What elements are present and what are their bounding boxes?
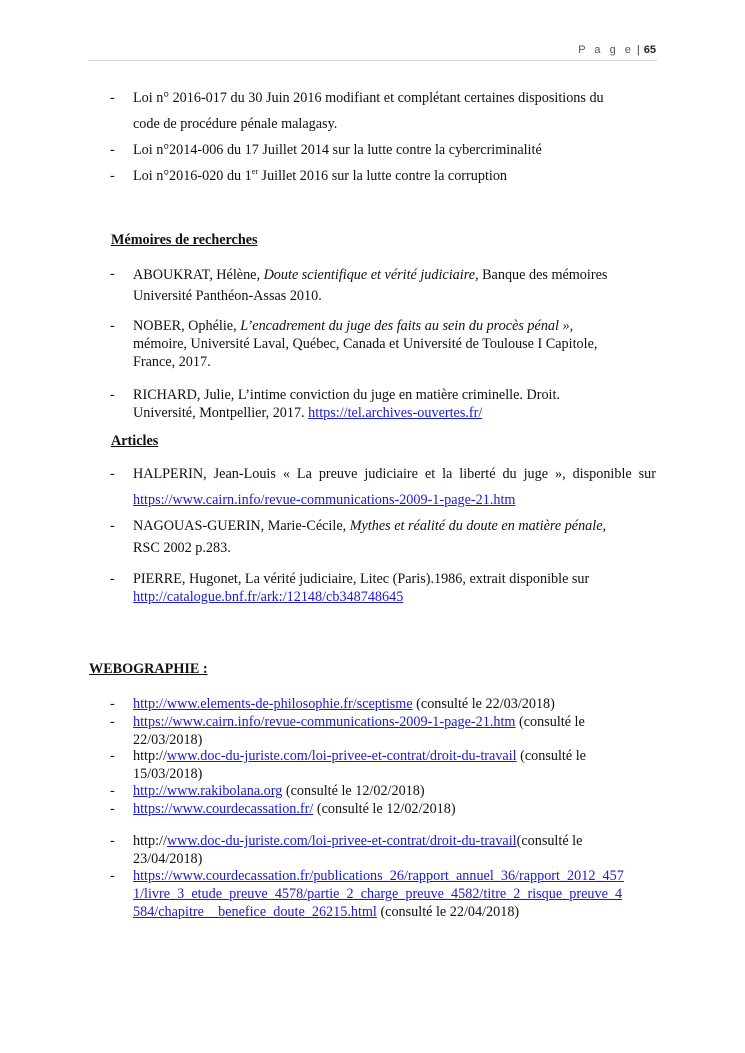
bullet-dash: - xyxy=(110,868,115,884)
page-number: 65 xyxy=(643,44,656,56)
bullet-dash: - xyxy=(110,168,115,184)
web-link[interactable]: 584/chapitre__benefice_doute_26215.html xyxy=(133,904,377,920)
bullet-dash: - xyxy=(110,801,115,817)
bullet-dash: - xyxy=(110,266,115,282)
bullet-dash: - xyxy=(110,387,115,403)
section-heading-webographie: WEBOGRAPHIE : xyxy=(89,661,208,677)
section-heading-articles: Articles xyxy=(111,433,159,449)
web-link[interactable]: www.doc-du-juriste.com/loi-privee-et-contrat/droit-du-travail xyxy=(166,748,517,764)
bullet-dash: - xyxy=(110,142,115,158)
bullet-dash: - xyxy=(110,318,115,334)
web-link[interactable]: https://www.courdecassation.fr/ xyxy=(133,801,314,817)
header-rule xyxy=(88,60,657,61)
web-link[interactable]: https://www.cairn.info/revue-communications-2009-1-page-21.htm xyxy=(133,714,516,730)
reference-link[interactable]: http://catalogue.bnf.fr/ark:/12148/cb348748645 xyxy=(133,589,404,605)
bullet-dash: - xyxy=(110,571,115,587)
reference-link[interactable]: https://tel.archives-ouvertes.fr/ xyxy=(308,405,483,421)
page-separator: | xyxy=(636,44,640,56)
page-header xyxy=(578,44,656,56)
law-text: Loi n°2016-020 du 1er Juillet 2016 sur la lutte contre la corruption xyxy=(133,167,508,184)
law-item xyxy=(110,85,656,137)
bullet-dash: - xyxy=(110,714,115,730)
law-text: Loi n°2014-006 du 17 Juillet 2014 sur la lutte contre la cybercriminalité xyxy=(133,142,542,158)
law-text: code de procédure pénale malagasy. xyxy=(133,116,338,132)
law-text: Loi n° 2016-017 du 30 Juin 2016 modifiant et complétant certaines dispositions du xyxy=(133,90,604,106)
reference-link[interactable]: https://www.cairn.info/revue-communications-2009-1-page-21.htm xyxy=(133,492,516,508)
page-label: P a g e xyxy=(578,44,634,56)
section-heading-memoires: Mémoires de recherches xyxy=(111,232,258,248)
bullet-dash: - xyxy=(110,466,115,482)
bullet-dash: - xyxy=(110,90,115,106)
bullet-dash: - xyxy=(110,696,115,712)
web-link[interactable]: http://www.rakibolana.org xyxy=(133,783,283,799)
bullet-dash: - xyxy=(110,748,115,764)
web-link[interactable]: www.doc-du-juriste.com/loi-privee-et-contrat/droit-du-travail xyxy=(166,833,517,849)
web-link[interactable]: 1/livre_3_etude_preuve_4578/partie_2_charge_preuve_4582/titre_2_risque_preuve_4 xyxy=(133,886,623,902)
bullet-dash: - xyxy=(110,783,115,799)
bullet-dash: - xyxy=(110,833,115,849)
web-link[interactable]: http://www.elements-de-philosophie.fr/sceptisme xyxy=(133,696,413,712)
web-link[interactable]: https://www.courdecassation.fr/publications_26/rapport_annuel_36/rapport_2012_457 xyxy=(133,868,624,884)
bullet-dash: - xyxy=(110,518,115,534)
